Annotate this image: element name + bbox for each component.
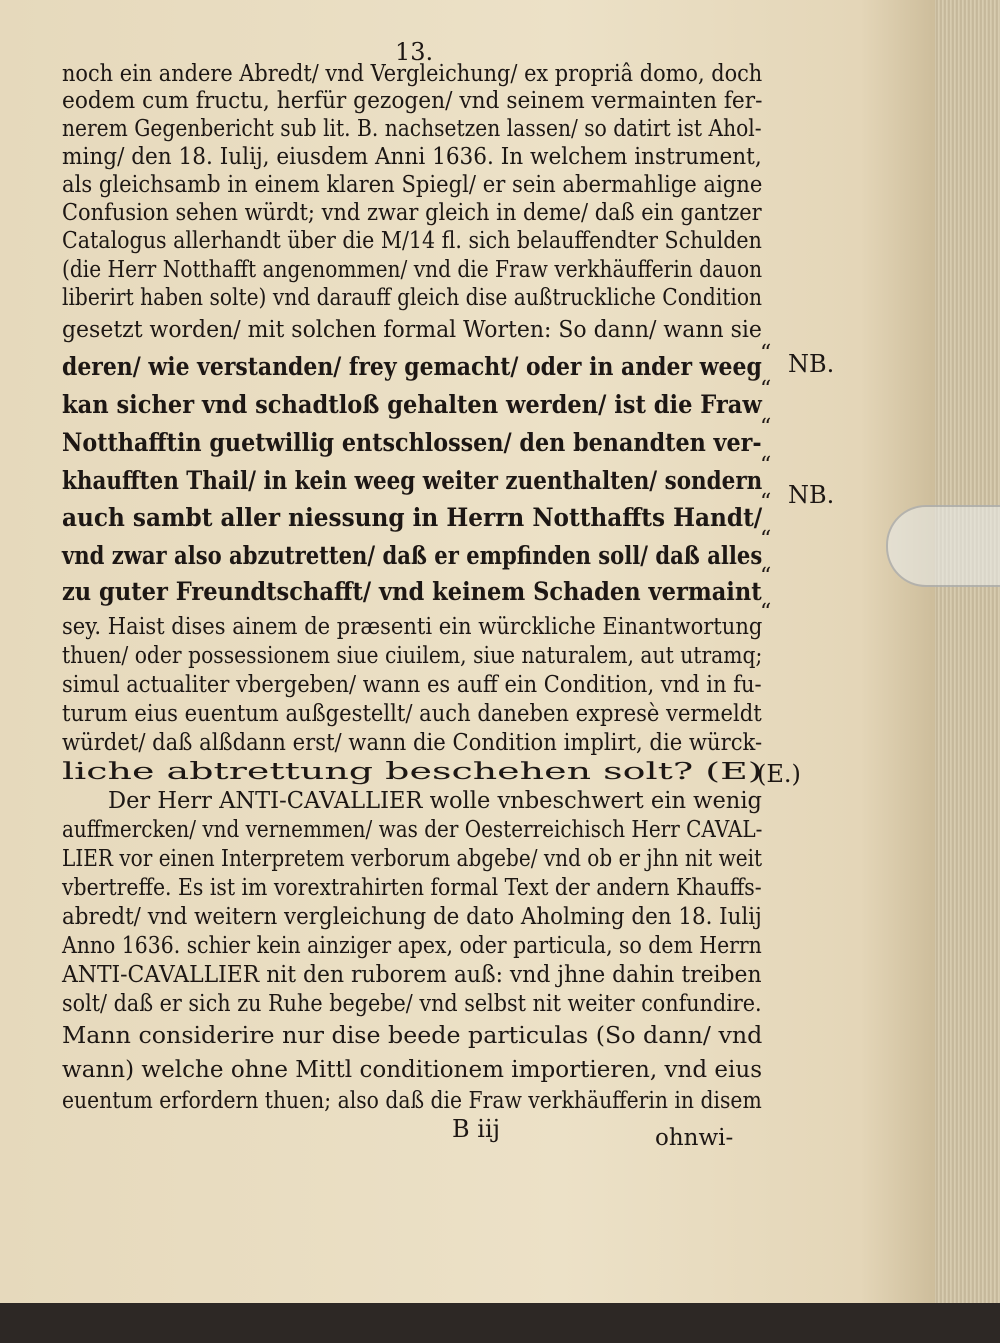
text-line: turum eius euentum außgestellt/ auch daneben expresè vermeldt	[62, 701, 762, 727]
text-line: ANTI-CAVALLIER nit den ruborem auß: vnd jhne dahin treiben	[62, 962, 762, 988]
text-line: als gleichsamb in einem klaren Spiegl/ er sein abermahlige aigne	[62, 172, 763, 198]
text-line-bold: zu guter Freundtschafft/ vnd keinem Schaden vermaint	[62, 577, 762, 606]
text-line-bold: kan sicher vnd schadtloß gehalten werden/ ist die Fraw	[62, 390, 762, 419]
text-line: euentum erfordern thuen; also daß die Fraw verkhäufferin in disem	[62, 1088, 762, 1114]
page-edges	[935, 0, 1000, 1343]
marginal-note-nb: NB.	[788, 481, 835, 509]
text-line-bold: vnd zwar also abzutretten/ daß er empfinden soll/ daß alles	[62, 541, 763, 570]
background-strip	[0, 1303, 1000, 1343]
text-line: Anno 1636. schier kein ainziger apex, oder particula, so dem Herrn	[62, 933, 762, 959]
marginal-note-e: (E.)	[757, 760, 801, 788]
quote-mark: “	[760, 377, 772, 402]
text-line-bold: khaufften Thail/ in kein weeg weiter zuenthalten/ sondern	[62, 466, 763, 495]
text-line: thuen/ oder possessionem siue ciuilem, siue naturalem, aut utramq;	[62, 643, 763, 669]
text-line: würdet/ daß alßdann erst/ wann die Condition implirt, die würck-	[62, 730, 763, 756]
text-line: ming/ den 18. Iulij, eiusdem Anni 1636. In welchem instrument,	[62, 144, 762, 170]
text-line: vbertreffe. Es ist im vorextrahirten formal Text der andern Khauffs-	[62, 875, 762, 901]
quote-mark: “	[760, 490, 772, 515]
text-line: simul actualiter vbergeben/ wann es auff ein Condition, vnd in fu-	[62, 672, 762, 698]
text-line-bold: deren/ wie verstanden/ frey gemacht/ oder in ander weeg	[62, 352, 762, 381]
text-line: sey. Haist dises ainem de præsenti ein würckliche Einantwortung	[62, 614, 763, 640]
text-line: Confusion sehen würdt; vnd zwar gleich in deme/ daß ein gantzer	[62, 200, 762, 226]
text-line: (die Herr Notthafft angenommen/ vnd die Fraw verkhäufferin dauon	[62, 257, 763, 283]
text-line: abredt/ vnd weitern vergleichung de dato Aholming den 18. Iulij	[62, 904, 762, 930]
catchword: ohnwi-	[655, 1125, 734, 1151]
text-line: wann) welche ohne Mittl conditionem importieren, vnd eius	[62, 1057, 763, 1083]
plastic-clip	[886, 505, 1000, 587]
text-line: auffmercken/ vnd vernemmen/ was der Oesterreichisch Herr CAVAL-	[62, 817, 763, 843]
text-line: gesetzt worden/ mit solchen formal Worten: So dann/ wann sie	[62, 317, 762, 343]
text-line: eodem cum fructu, herfür gezogen/ vnd seinem vermainten fer-	[62, 88, 763, 114]
text-line: Der Herr ANTI-CAVALLIER wolle vnbeschwert ein wenig	[108, 788, 762, 814]
text-line: Mann considerire nur dise beede particulas (So dann/ vnd	[62, 1023, 763, 1049]
quote-mark: “	[760, 415, 772, 440]
page-number: 13.	[395, 38, 434, 66]
marginal-note-nb: NB.	[788, 350, 835, 378]
quote-mark: “	[760, 453, 772, 478]
text-line: LIER vor einen Interpretem verborum abgebe/ vnd ob er jhn nit weit	[62, 846, 763, 872]
text-line: nerem Gegenbericht sub lit. B. nachsetzen lassen/ so datirt ist Ahol-	[62, 116, 762, 142]
quote-mark: “	[760, 600, 772, 625]
quote-mark: “	[760, 564, 772, 589]
quote-mark: “	[760, 527, 772, 552]
signature-mark: B iij	[452, 1115, 501, 1143]
text-line-bold: Notthafftin guetwillig entschlossen/ den benandten ver-	[62, 428, 762, 457]
quote-mark: “	[760, 341, 772, 366]
text-line: liche abtrettung beschehen solt? (E)	[62, 759, 763, 785]
text-line: Catalogus allerhandt über die M/14 fl. sich belauffendter Schulden	[62, 228, 762, 254]
text-line: liberirt haben solte) vnd darauff gleich dise außtruckliche Condition	[62, 285, 763, 311]
text-line: solt/ daß er sich zu Ruhe begebe/ vnd selbst nit weiter confundire.	[62, 991, 762, 1017]
text-line-bold: auch sambt aller niessung in Herrn Notthaffts Handt/	[62, 503, 763, 532]
text-line: noch ein andere Abredt/ vnd Vergleichung/ ex propriâ domo, doch	[62, 61, 763, 87]
